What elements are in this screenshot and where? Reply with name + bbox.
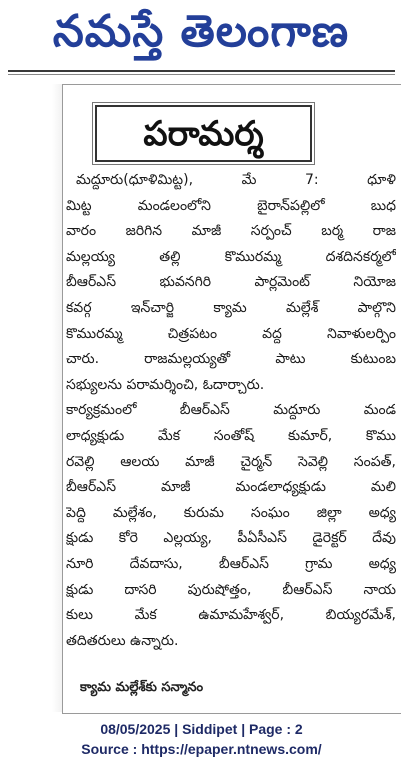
article-line: మిట్ట మండలంలోని బైరాన్‌పల్లిలో బుధ xyxy=(66,197,396,214)
article-line: మల్లయ్య తల్లి కొమురమ్మ దశదినకర్మలో xyxy=(66,248,396,265)
article-line: కవర్గ ఇన్‌చార్జి క్యామ మల్లేశ్ పాల్గొని xyxy=(66,299,396,316)
masthead-rule-top xyxy=(8,70,395,72)
clip-shadow xyxy=(52,84,62,712)
article-line: తదితరులు ఉన్నారు. xyxy=(66,632,179,649)
article-line: కొమురమ్మ చిత్రపటం వద్ద నివాళులర్పిం xyxy=(66,325,396,342)
article-line: మద్దూరు(ధూళిమిట్ట), మే 7: ధూళి xyxy=(76,172,396,188)
masthead-rule-bottom xyxy=(8,74,395,75)
article-line: బీఆర్‌ఎస్ మాజీ మండలాధ్యక్షుడు మలి xyxy=(66,479,396,496)
article-headline: పరామర్శ xyxy=(143,113,264,154)
source-link[interactable]: Source : https://epaper.ntnews.com/ xyxy=(81,741,322,757)
article-line: లాధ్యక్షుడు మేక సంతోష్ కుమార్, కొము xyxy=(66,427,396,444)
photo-caption: క్యామ మల్లేశ్‌కు సన్మానం xyxy=(80,680,204,695)
article-line: కార్యక్రమంలో బీఆర్‌ఎస్ మద్దూరు మండ xyxy=(66,402,396,419)
article-line: చారు. రాజమల్లయ్యతో పాటు కుటుంబ xyxy=(66,351,396,368)
article-line: క్షుడు దాసరి పురుషోత్తం, బీఆర్‌ఎస్ నాయ xyxy=(66,581,396,598)
article-line: సభ్యులను పరామర్శించి, ఓదార్చారు. xyxy=(66,376,265,393)
article-line: నూరి దేవదాసు, బీఆర్‌ఎస్ గ్రామ అధ్య xyxy=(66,555,396,572)
article-line: క్షుడు కోరె ఎల్లయ్య, పీఏసీఎస్ డైరెక్టర్ దేవు xyxy=(66,530,396,547)
masthead-title: నమస్తే తెలంగాణ xyxy=(52,6,350,57)
article-line: పెద్ది మల్లేశం, కురుమ సంఘం జిల్లా అధ్య xyxy=(66,504,396,521)
headline-box xyxy=(95,105,312,162)
edition-info: 08/05/2025 | Siddipet | Page : 2 xyxy=(100,721,303,737)
article-line: కులు మేక ఉమామహేశ్వర్, బియ్యరమేశ్, xyxy=(66,607,396,624)
article-line: రవెల్లి ఆలయ మాజీ చైర్మన్ సెవెల్లి సంపత్, xyxy=(66,453,396,470)
article-line: వారం జరిగిన మాజీ సర్పంచ్ బర్మ రాజ xyxy=(66,223,396,240)
article-body xyxy=(66,168,396,654)
article-line: బీఆర్‌ఎస్ భువనగిరి పార్లమెంట్ నియోజ xyxy=(66,274,396,291)
newspaper-masthead xyxy=(8,6,394,68)
